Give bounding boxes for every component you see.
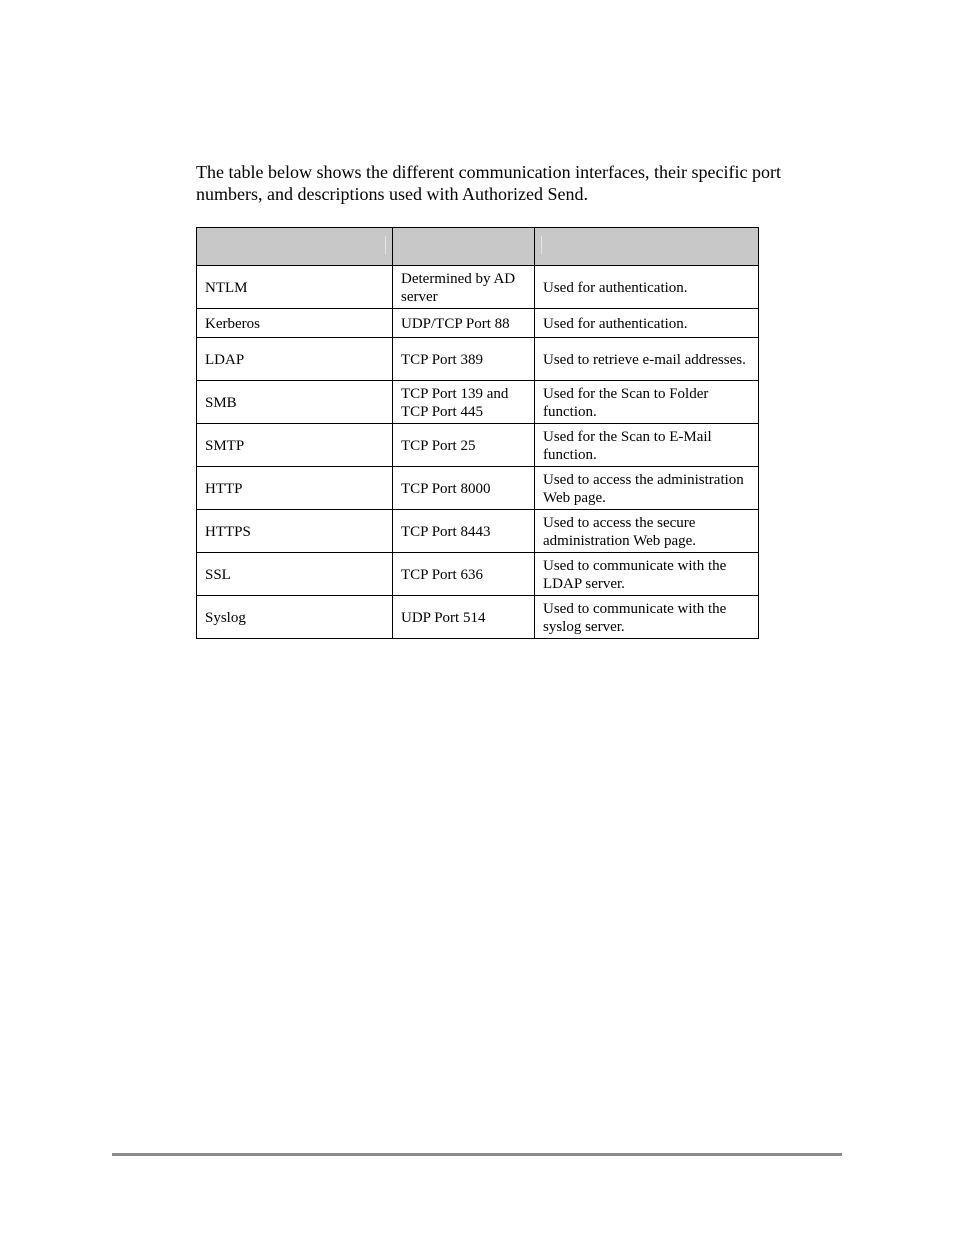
port-cell: TCP Port 389 <box>393 338 535 381</box>
ports-table <box>196 227 759 639</box>
interface-cell: SMTP <box>197 424 393 467</box>
table-row <box>197 467 759 510</box>
port-cell: TCP Port 139 and TCP Port 445 <box>393 381 535 424</box>
interface-cell: SSL <box>197 553 393 596</box>
header-port <box>393 228 535 266</box>
table-row <box>197 309 759 338</box>
port-cell: TCP Port 8443 <box>393 510 535 553</box>
table-row <box>197 266 759 309</box>
footer-rule <box>112 1153 842 1156</box>
description-cell: Used to communicate with the LDAP server. <box>535 553 759 596</box>
interface-cell: NTLM <box>197 266 393 309</box>
description-cell: Used to access the secure administration Web page. <box>535 510 759 553</box>
header-interface <box>197 228 393 266</box>
table-row <box>197 424 759 467</box>
table-row <box>197 338 759 381</box>
port-cell: UDP/TCP Port 88 <box>393 309 535 338</box>
description-cell: Used to communicate with the syslog server. <box>535 596 759 639</box>
table-header-row <box>197 228 759 266</box>
header-description <box>535 228 759 266</box>
interface-cell: Syslog <box>197 596 393 639</box>
description-cell: Used to retrieve e-mail addresses. <box>535 338 759 381</box>
table-row <box>197 381 759 424</box>
description-cell: Used to access the administration Web page. <box>535 467 759 510</box>
interface-cell: HTTPS <box>197 510 393 553</box>
description-cell: Used for authentication. <box>535 309 759 338</box>
port-cell: TCP Port 25 <box>393 424 535 467</box>
interface-cell: LDAP <box>197 338 393 381</box>
interface-cell: Kerberos <box>197 309 393 338</box>
port-cell: TCP Port 636 <box>393 553 535 596</box>
port-cell: UDP Port 514 <box>393 596 535 639</box>
interface-cell: HTTP <box>197 467 393 510</box>
port-cell: Determined by AD server <box>393 266 535 309</box>
table-row <box>197 596 759 639</box>
port-cell: TCP Port 8000 <box>393 467 535 510</box>
table-row <box>197 510 759 553</box>
intro-paragraph: The table below shows the different communication interfaces, their specific port numbers, and descriptions used with Authorized Send. <box>196 162 781 204</box>
description-cell: Used for authentication. <box>535 266 759 309</box>
description-cell: Used for the Scan to Folder function. <box>535 381 759 424</box>
table-row <box>197 553 759 596</box>
interface-cell: SMB <box>197 381 393 424</box>
description-cell: Used for the Scan to E-Mail function. <box>535 424 759 467</box>
